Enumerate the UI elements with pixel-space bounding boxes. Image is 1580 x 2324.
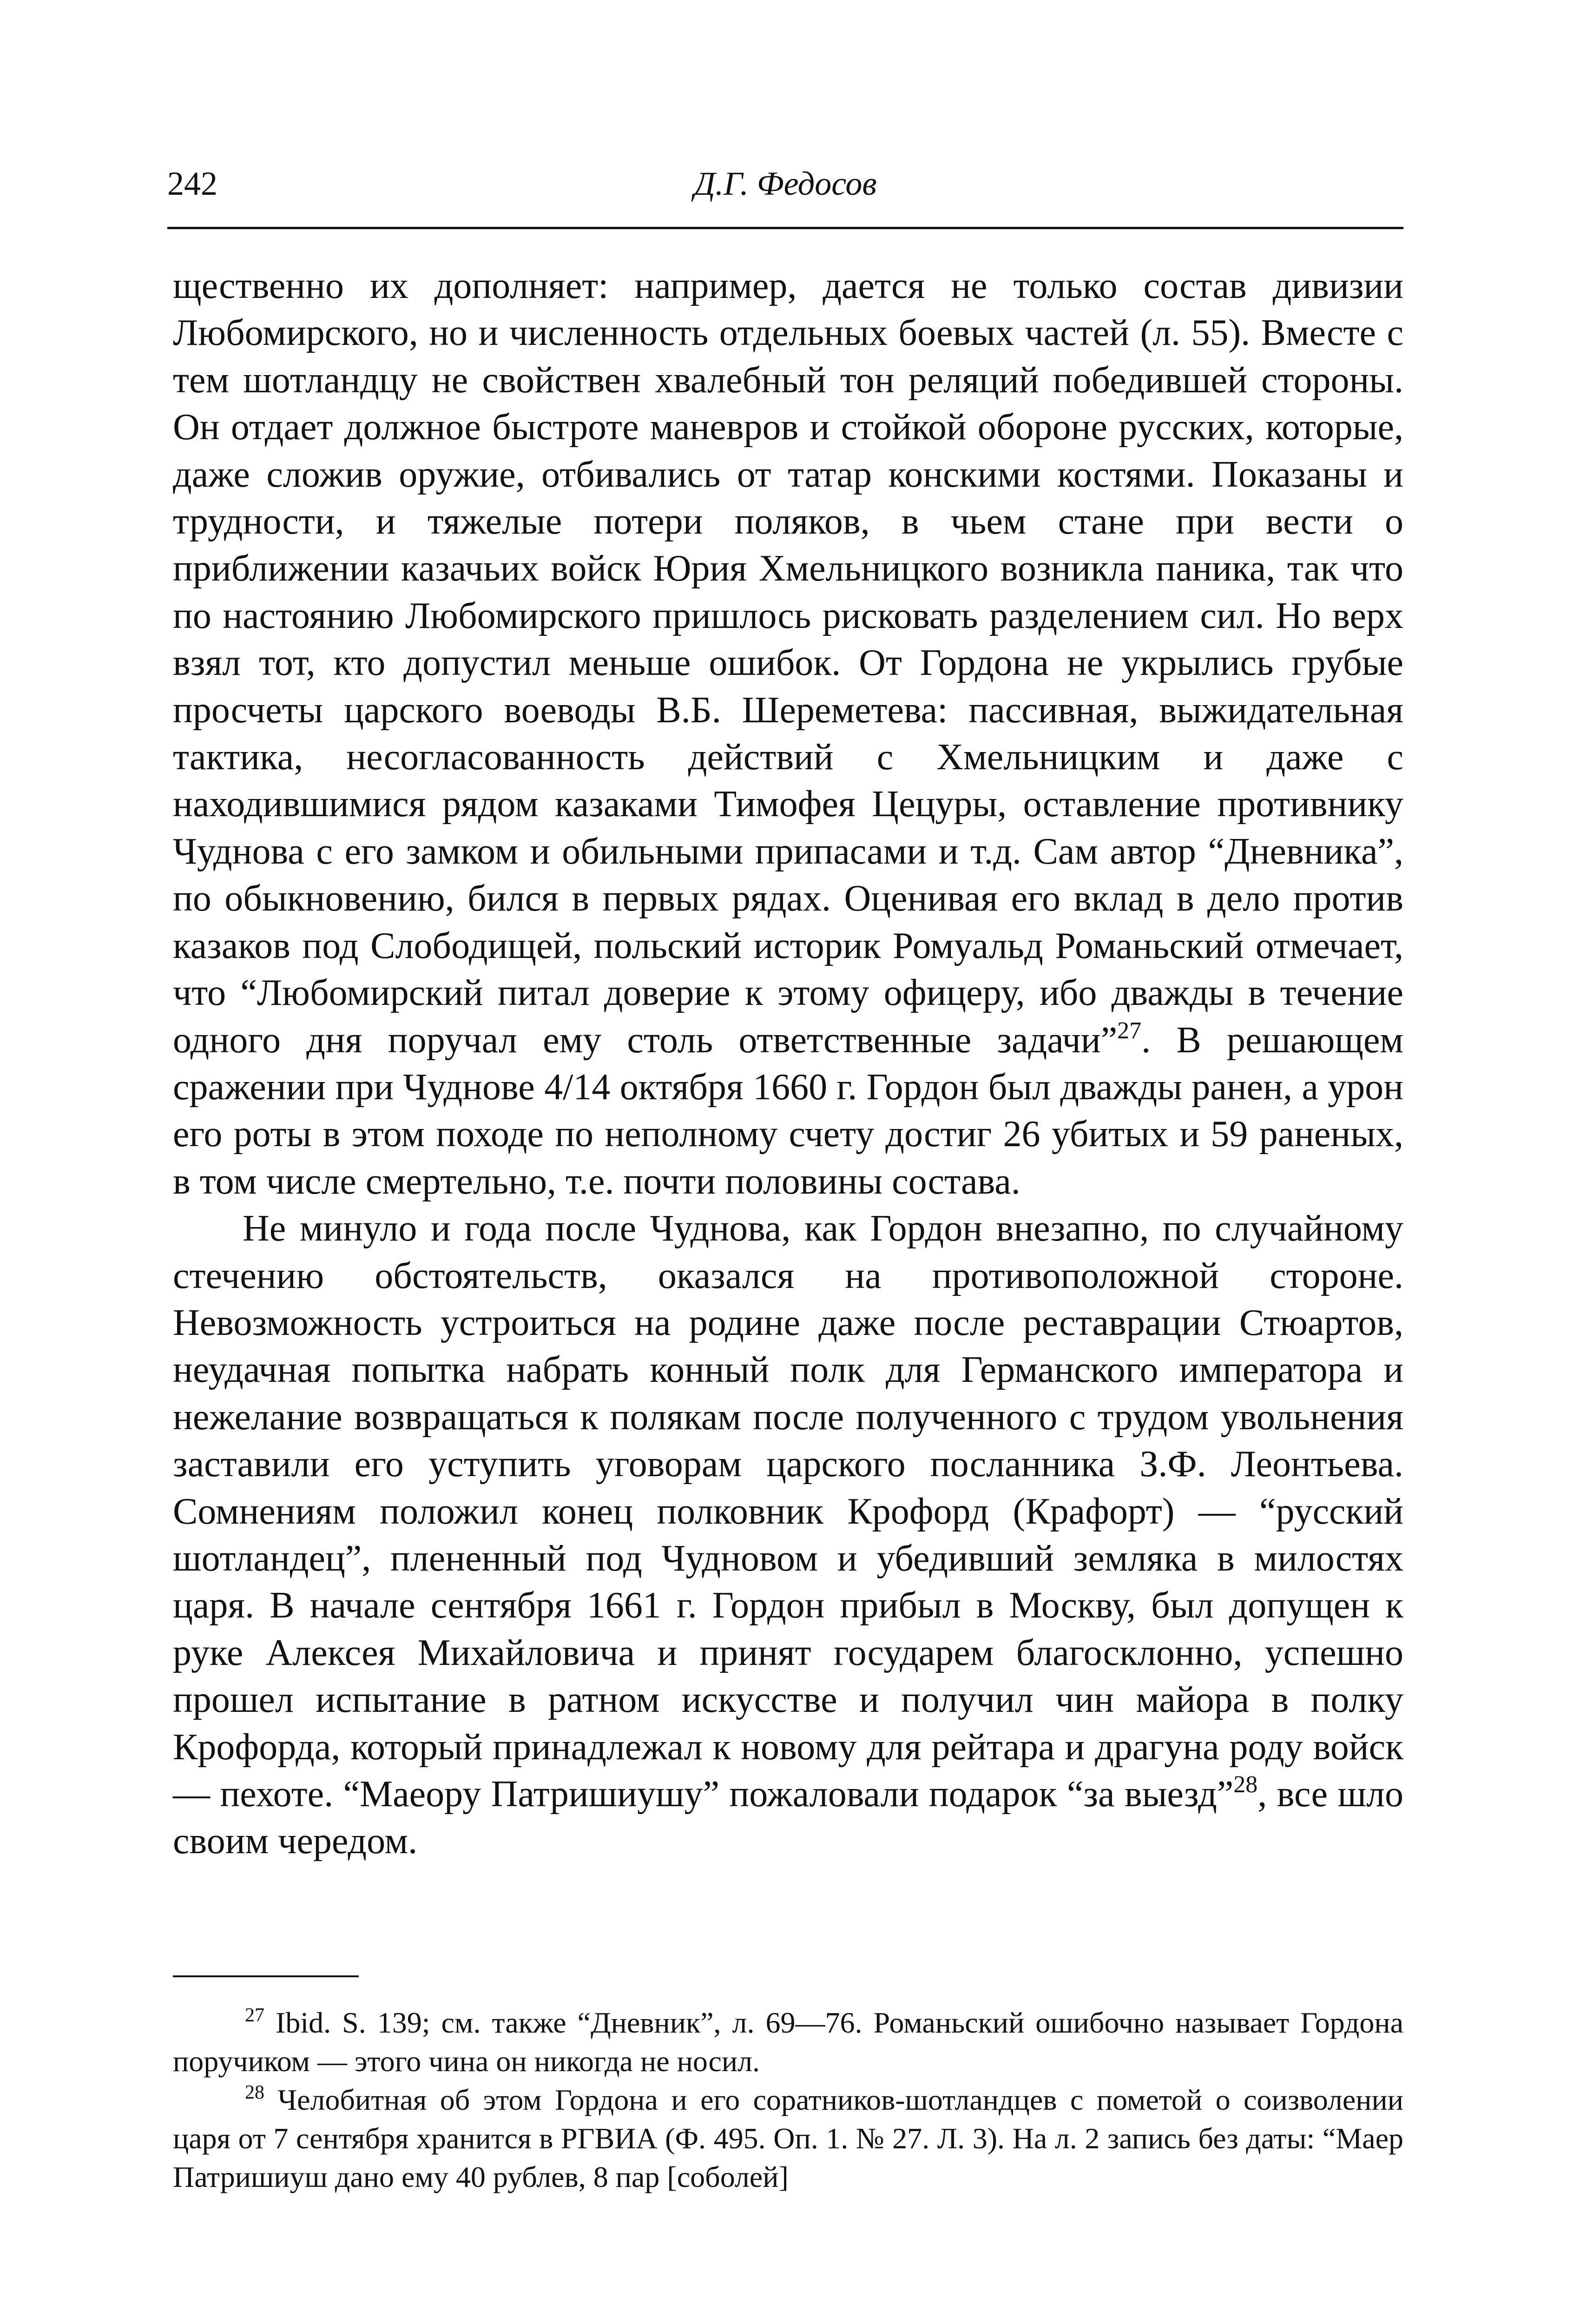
- paragraph-2-text-a: Не минуло и года после Чуднова, как Гордон внезапно, по случайному стечению обстоятельств, оказался на противоположной стороне. Невозможность устроиться на родине даже после реставрации Стюартов, неудачная попытка набрать конный полк для Германского императора и нежелание возвращаться к полякам после полученного с трудом увольнения заставили его уступить уговорам царского посланника З.Ф. Леонтьева. Сомнениям положил конец полковник Крофорд (Крафорт) — “русский шотландец”, плененный под Чудновом и убедивший земляка в милостях царя. В начале сентября 1661 г. Гордон прибыл в Москву, был допущен к руке Алексея Михайловича и принят государем благосклонно, успешно прошел испытание в ратном искусстве и получил чин майора в полку Крофорда, который принадлежал к новому для рейтара и драгуна роду войск — пехоте. “Маеору Патришиушу” пожаловали подарок “за выезд”: [173, 1208, 1403, 1815]
- footnote-27-text: Ibid. S. 139; см. также “Дневник”, л. 69—76. Романьский ошибочно называет Гордона поручиком — этого чина он никогда не носил.: [173, 2006, 1403, 2078]
- body-text: [173, 263, 1403, 1865]
- footnote-number-27: 27: [245, 2005, 264, 2026]
- footnote-rule: [173, 1975, 359, 1977]
- paragraph-2-text-b: , все шло своим чередом.: [173, 1774, 1404, 1862]
- footnote-28-text: Челобитная об этом Гордона и его соратников-шотландцев с пометой о соизволении царя от 7 сентября хранится в РГВИА (Ф. 495. Оп. 1. № 27. Л. 3). На л. 2 запись без даты: “Маер Патришиуш дано ему 40 рублев, 8 пар [соболей]: [173, 2083, 1403, 2193]
- paragraph-2: [173, 1205, 1403, 1865]
- footnote-ref-28[interactable]: 28: [1233, 1771, 1258, 1798]
- page-header: [167, 160, 1403, 225]
- footnote-number-28: 28: [245, 2082, 264, 2103]
- paragraph-1-text-b: . В решающем сражении при Чуднове 4/14 октября 1660 г. Гордон был дважды ранен, а урон его роты в этом походе по неполному счету достиг 26 убитых и 59 раненых, в том числе смертельно, т.е. почти половины состава.: [173, 1019, 1403, 1202]
- footnote-28: [173, 2080, 1403, 2196]
- paragraph-1: [173, 263, 1403, 1205]
- header-rule: [167, 227, 1403, 229]
- footnotes: [173, 2003, 1403, 2196]
- page-number: 242: [167, 165, 217, 202]
- footnote-ref-27[interactable]: 27: [1117, 1017, 1142, 1044]
- footnote-27: [173, 2003, 1403, 2080]
- paragraph-1-text-a: щественно их дополняет: например, дается не только состав дивизии Любомирского, но и численность отдельных боевых частей (л. 55). Вместе с тем шотландцу не свойствен хвалебный тон реляций победившей стороны. Он отдает должное быстроте маневров и стойкой обороне русских, которые, даже сложив оружие, отбивались от татар конскими костями. Показаны и трудности, и тяжелые потери поляков, в чьем стане при вести о приближении казачьих войск Юрия Хмельницкого возникла паника, так что по настоянию Любомирского пришлось рисковать разделением сил. Но верх взял тот, кто допустил меньше ошибок. От Гордона не укрылись грубые просчеты царского воеводы В.Б. Шереметева: пассивная, выжидательная тактика, несогласованность действий с Хмельницким и даже с находившимися рядом казаками Тимофея Цецуры, оставление противнику Чуднова с его замком и обильными припасами и т.д. Сам автор “Дневника”, по обыкновению, бился в первых рядах. Оценивая его вклад в дело против казаков под Слободищей, польский историк Ромуальд Романьский отмечает, что “Любомирский питал доверие к этому офицеру, ибо дважды в течение одного дня поручал ему столь ответственные задачи”: [173, 265, 1403, 1061]
- running-head: Д.Г. Федосов: [694, 165, 877, 202]
